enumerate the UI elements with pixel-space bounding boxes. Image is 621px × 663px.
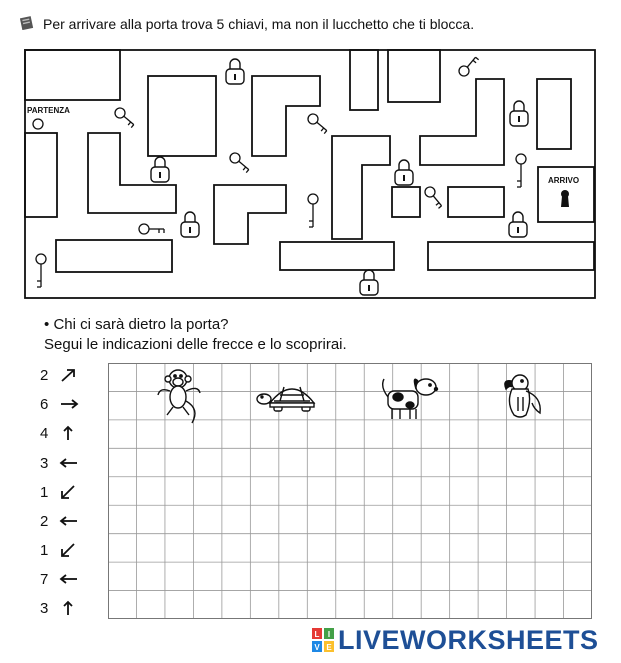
arrow-step <box>40 511 80 531</box>
pencil-note-icon <box>20 15 35 30</box>
padlock-icon <box>226 59 244 84</box>
dog-icon <box>383 379 438 419</box>
maze-wall <box>350 50 378 110</box>
arrow-step <box>40 598 80 618</box>
arrow-count: 4 <box>40 424 49 442</box>
path-grid <box>108 363 592 619</box>
question-text: Chi ci sarà dietro la porta? <box>53 316 229 333</box>
arrow-count: 2 <box>40 366 49 384</box>
maze-wall <box>280 242 394 270</box>
start-label: PARTENZA <box>27 106 70 115</box>
arrow-step <box>40 569 80 589</box>
arrow-count: 2 <box>40 512 49 530</box>
arrow-count: 6 <box>40 395 49 413</box>
arrow-left-icon <box>58 455 80 471</box>
maze-wall <box>392 187 420 217</box>
brand-name: LIVEWORKSHEETS <box>338 624 599 655</box>
brand <box>312 624 599 656</box>
arrow-up-icon <box>58 600 80 616</box>
maze <box>24 49 596 299</box>
arrow-left-icon <box>58 571 80 587</box>
padlock-icon <box>360 270 378 295</box>
arrow-up-icon <box>58 425 80 441</box>
maze-wall <box>56 240 172 272</box>
arrow-right-icon <box>58 396 80 412</box>
maze-wall <box>25 133 57 217</box>
arrow-count: 1 <box>40 541 49 559</box>
padlock-icon <box>151 157 169 182</box>
svg-text:L: L <box>314 630 320 639</box>
key-icon <box>139 224 164 234</box>
maze-wall <box>537 79 571 149</box>
instruction-text: Per arrivare alla porta trova 5 chiavi, ma non il lucchetto che ti blocca. <box>43 16 475 32</box>
turtle-icon <box>257 387 314 411</box>
key-icon <box>228 151 252 173</box>
start-circle <box>33 119 43 129</box>
maze-border <box>25 50 595 298</box>
arrow-count: 1 <box>40 483 49 501</box>
padlock-icon <box>510 101 528 126</box>
arrow-count: 3 <box>40 454 49 472</box>
maze-wall <box>25 50 120 100</box>
question <box>44 316 229 333</box>
arrow-step <box>40 423 80 443</box>
key-icon <box>516 154 526 187</box>
arrow-step <box>40 394 80 414</box>
padlock-icon <box>181 212 199 237</box>
svg-text:V: V <box>314 643 320 652</box>
arrow-step <box>40 540 80 560</box>
bullet: • <box>44 316 50 333</box>
arrow-step <box>40 365 80 385</box>
key-icon <box>36 254 46 287</box>
key-icon <box>306 112 330 134</box>
key-icon <box>457 54 479 78</box>
arrow-down-left-icon <box>58 542 80 558</box>
liveworksheets-logo-icon <box>312 628 334 652</box>
keyhole-icon <box>561 190 569 207</box>
end-label: ARRIVO <box>548 176 580 185</box>
padlock-icon <box>395 160 413 185</box>
question-subtext: Segui le indicazioni delle frecce e lo scoprirai. <box>44 336 347 353</box>
arrow-down-left-icon <box>58 484 80 500</box>
svg-text:E: E <box>326 643 332 652</box>
svg-text:I: I <box>327 630 331 639</box>
maze-wall <box>332 136 390 239</box>
arrow-count: 3 <box>40 599 49 617</box>
maze-wall <box>448 187 504 217</box>
arrow-count: 7 <box>40 570 49 588</box>
key-icon <box>113 106 137 128</box>
key-icon <box>308 194 318 227</box>
arrow-left-icon <box>58 513 80 529</box>
arrow-step <box>40 482 80 502</box>
key-icon <box>423 185 445 209</box>
arrow-step <box>40 453 80 473</box>
padlock-icon <box>509 212 527 237</box>
maze-wall <box>214 185 286 244</box>
maze-wall <box>388 50 440 102</box>
maze-wall <box>428 242 594 270</box>
maze-wall <box>420 79 504 165</box>
arrow-up-right-icon <box>58 367 80 383</box>
maze-wall <box>148 76 216 156</box>
